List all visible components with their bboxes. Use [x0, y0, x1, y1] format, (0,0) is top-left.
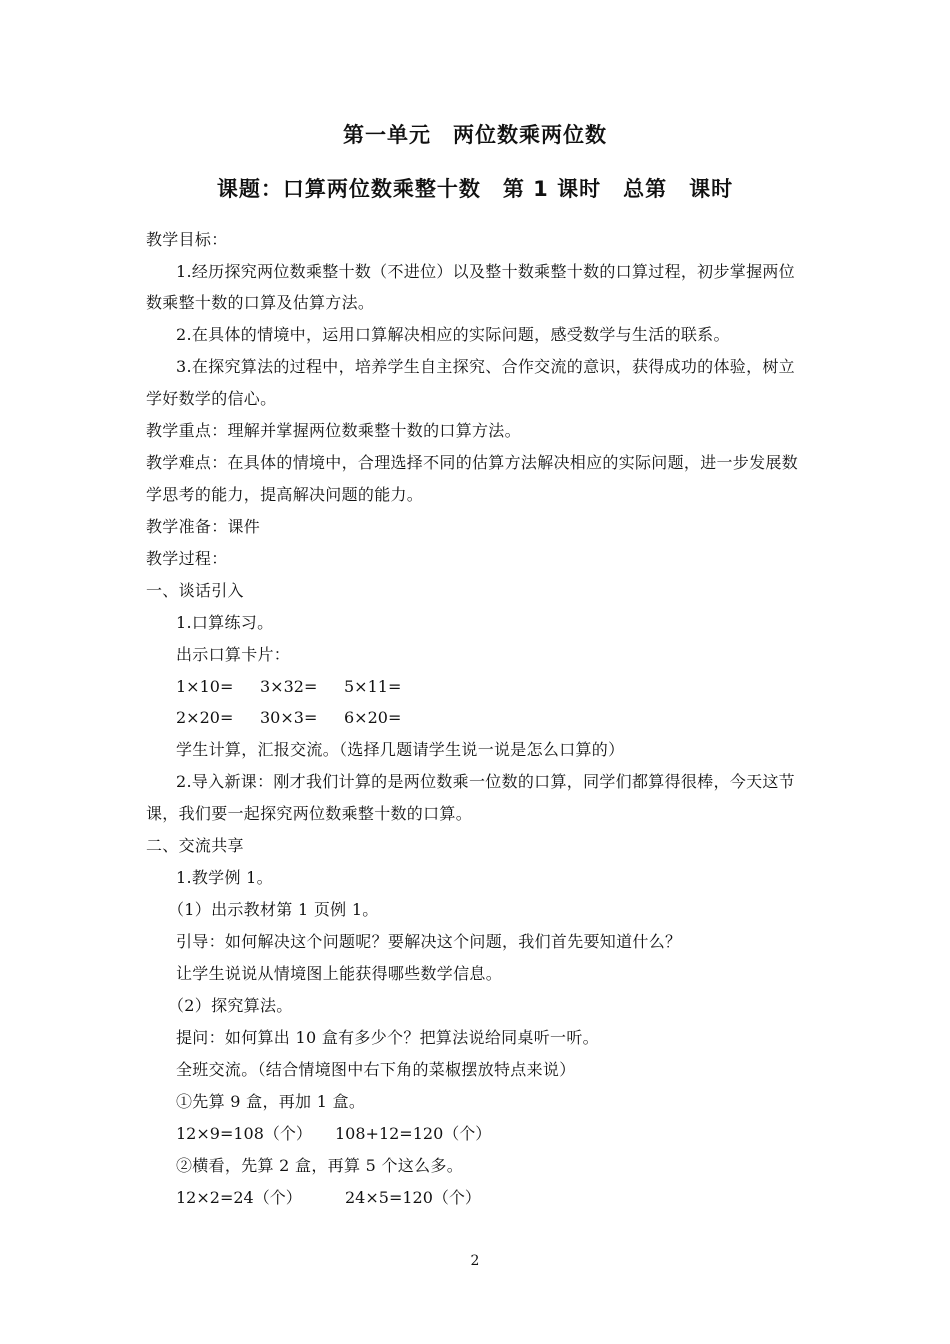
card-1-2: 3×32= — [260, 677, 318, 696]
objective-3-line-1: 3.在探究算法的过程中，培养学生自主探究、合作交流的意识，获得成功的体验，树立 — [176, 357, 795, 376]
intro-line-1: 2.导入新课：刚才我们计算的是两位数乘一位数的口算，同学们都算得很棒，今天这节 — [176, 772, 795, 791]
card-2-1: 2×20= — [176, 708, 234, 727]
info-prompt: 让学生说说从情境图上能获得哪些数学信息。 — [176, 964, 503, 983]
intro-line-2: 课，我们要一起探究两位数乘整十数的口算。 — [146, 804, 473, 823]
example-1: 1.教学例 1。 — [176, 868, 273, 887]
method-1-calc-a: 12×9=108（个） — [176, 1124, 312, 1143]
objective-1-line-2: 数乘整十数的口算及估算方法。 — [146, 293, 375, 312]
show-example: （1）出示教材第 1 页例 1。 — [168, 900, 379, 919]
card-1-3: 5×11= — [344, 677, 402, 696]
objectives-label: 教学目标： — [146, 230, 228, 249]
key-point: 教学重点：理解并掌握两位数乘整十数的口算方法。 — [146, 421, 521, 440]
students-calc: 学生计算，汇报交流。（选择几题请学生说一说是怎么口算的） — [176, 740, 625, 759]
question: 提问：如何算出 10 盒有多少个？把算法说给同桌听一听。 — [176, 1028, 599, 1047]
section-1-heading: 一、谈话引入 — [146, 581, 244, 600]
objective-3-line-2: 学好数学的信心。 — [146, 389, 277, 408]
card-2-2: 30×3= — [260, 708, 318, 727]
method-2-calc-b: 24×5=120（个） — [345, 1188, 481, 1207]
page-number: 2 — [470, 1253, 480, 1269]
lesson-title: 课题：口算两位数乘整十数 第 1 课时 总第 课时 — [216, 177, 734, 201]
oral-practice: 1.口算练习。 — [176, 613, 274, 632]
preparation: 教学准备：课件 — [146, 517, 261, 536]
section-2-heading: 二、交流共享 — [146, 836, 244, 855]
difficulty-line-1: 教学难点：在具体的情境中，合理选择不同的估算方法解决相应的实际问题，进一步发展数 — [146, 453, 799, 472]
objective-1-line-1: 1.经历探究两位数乘整十数（不进位）以及整十数乘整十数的口算过程，初步掌握两位 — [176, 262, 795, 281]
show-cards: 出示口算卡片： — [176, 645, 291, 664]
unit-title: 第一单元 两位数乘两位数 — [343, 123, 607, 147]
explore-method: （2）探究算法。 — [168, 996, 293, 1015]
card-2-3: 6×20= — [344, 708, 402, 727]
method-2: ②横看，先算 2 盒，再算 5 个这么多。 — [176, 1156, 464, 1175]
class-exchange: 全班交流。（结合情境图中右下角的菜椒摆放特点来说） — [176, 1060, 576, 1079]
card-1-1: 1×10= — [176, 677, 234, 696]
difficulty-line-2: 学思考的能力，提高解决问题的能力。 — [146, 485, 424, 504]
method-2-calc-a: 12×2=24（个） — [176, 1188, 302, 1207]
guide-question: 引导：如何解决这个问题呢？要解决这个问题，我们首先要知道什么？ — [176, 932, 682, 951]
objective-2: 2.在具体的情境中，运用口算解决相应的实际问题，感受数学与生活的联系。 — [176, 325, 730, 344]
process-label: 教学过程： — [146, 549, 228, 568]
method-1-calc-b: 108+12=120（个） — [335, 1124, 492, 1143]
method-1: ①先算 9 盒，再加 1 盒。 — [176, 1092, 366, 1111]
